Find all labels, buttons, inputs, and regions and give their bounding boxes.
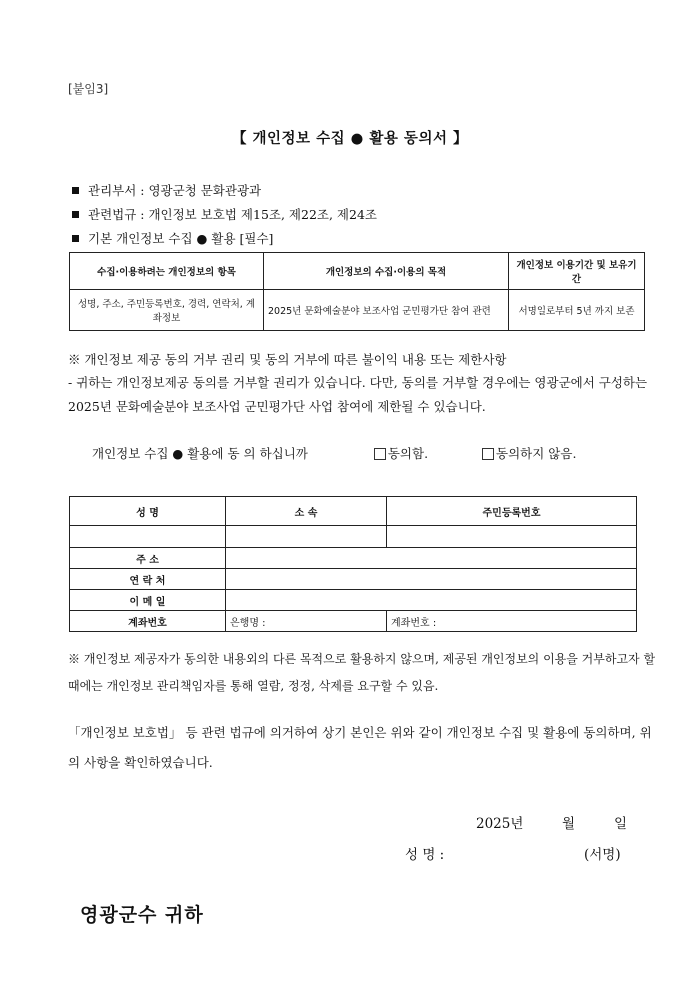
header-retention: 개인정보 이용기간 및 보유기간 bbox=[509, 253, 645, 290]
date-year: 2025년 bbox=[476, 816, 524, 832]
rrn-label: 주민등록번호 bbox=[387, 497, 637, 526]
recipient: 영광군수 귀하 bbox=[80, 904, 204, 926]
affiliation-field[interactable] bbox=[226, 526, 387, 548]
cell-retention: 서명일로부터 5년 까지 보존 bbox=[509, 290, 645, 331]
rrn-field[interactable] bbox=[387, 526, 637, 548]
bullet-laws: 관련법규 : 개인정보 보호법 제15조, 제22조, 제24조 bbox=[72, 205, 377, 223]
table-row bbox=[70, 497, 637, 526]
date-day: 일 bbox=[614, 816, 628, 832]
square-bullet-icon bbox=[72, 235, 79, 242]
bullet-basic-collection: 기본 개인정보 수집 ● 활용 [필수] bbox=[72, 229, 273, 247]
name-label: 성 명 bbox=[70, 497, 226, 526]
header-items: 수집·이용하려는 개인정보의 항목 bbox=[70, 253, 264, 290]
agree-checkbox[interactable] bbox=[374, 448, 386, 460]
signature-mark: (서명) bbox=[584, 847, 621, 863]
date-month: 월 bbox=[562, 816, 576, 832]
address-label: 주 소 bbox=[70, 548, 226, 569]
refusal-heading: ※ 개인정보 제공 동의 거부 권리 및 동의 거부에 따른 불이익 내용 또는 제한사항 bbox=[68, 352, 507, 367]
agree-label: 동의함. bbox=[387, 446, 429, 461]
signature-label: 성 명 : bbox=[405, 847, 445, 863]
square-bullet-icon bbox=[72, 187, 79, 194]
table-row bbox=[70, 611, 637, 632]
table-row bbox=[70, 590, 637, 611]
bullet-department: 관리부서 : 영광군청 문화관광과 bbox=[72, 181, 261, 199]
address-field[interactable] bbox=[226, 548, 637, 569]
affiliation-label: 소 속 bbox=[226, 497, 387, 526]
refusal-text: - 귀하는 개인정보제공 동의를 거부할 권리가 있습니다. 다만, 동의를 거부할 경우에는 영광군에서 구성하는 2025년 문화예술분야 보조사업 군민평가단 사업 참여에 제한될 수 있습니다. bbox=[68, 375, 648, 414]
bank-name-field[interactable]: 은행명 : bbox=[226, 611, 387, 632]
collection-table bbox=[69, 252, 645, 331]
disagree-label: 동의하지 않음. bbox=[496, 446, 577, 461]
page-title: 【 개인정보 수집 ● 활용 동의서 】 bbox=[231, 130, 469, 147]
contact-field[interactable] bbox=[226, 569, 637, 590]
square-bullet-icon bbox=[72, 211, 79, 218]
email-field[interactable] bbox=[226, 590, 637, 611]
signature-field[interactable] bbox=[470, 843, 580, 861]
table-row bbox=[70, 569, 637, 590]
account-label: 계좌번호 bbox=[70, 611, 226, 632]
table-header-row bbox=[70, 253, 645, 290]
cell-purpose: 2025년 문화예술분야 보조사업 군민평가단 참여 관련 bbox=[264, 290, 509, 331]
closing-statement: 「개인정보 보호법」 등 관련 법규에 의거하여 상기 본인은 위와 같이 개인정보 수집 및 활용에 동의하며, 위의 사항을 확인하였습니다. bbox=[68, 725, 652, 770]
attachment-label: [붙임3] bbox=[68, 82, 109, 96]
name-field[interactable] bbox=[70, 526, 226, 548]
applicant-table bbox=[69, 496, 637, 632]
consent-question-row bbox=[92, 444, 576, 462]
table-row bbox=[70, 526, 637, 548]
table-row bbox=[70, 290, 645, 331]
cell-items: 성명, 주소, 주민등록번호, 경력, 연락처, 계좌정보 bbox=[70, 290, 264, 331]
table-row bbox=[70, 548, 637, 569]
account-number-field[interactable]: 계좌번호 : bbox=[387, 611, 637, 632]
header-purpose: 개인정보의 수집·이용의 목적 bbox=[264, 253, 509, 290]
provider-note: ※ 개인정보 제공자가 동의한 내용외의 다른 목적으로 활용하지 않으며, 제공된 개인정보의 이용을 거부하고자 할 때에는 개인정보 관리책임자를 통해 열람, 정정, 삭제를 요구할 수 있음. bbox=[68, 652, 656, 693]
consent-question: 개인정보 수집 ● 활용에 동 의 하십니까 bbox=[92, 446, 308, 461]
disagree-checkbox[interactable] bbox=[482, 448, 494, 460]
contact-label: 연 락 처 bbox=[70, 569, 226, 590]
email-label: 이 메 일 bbox=[70, 590, 226, 611]
